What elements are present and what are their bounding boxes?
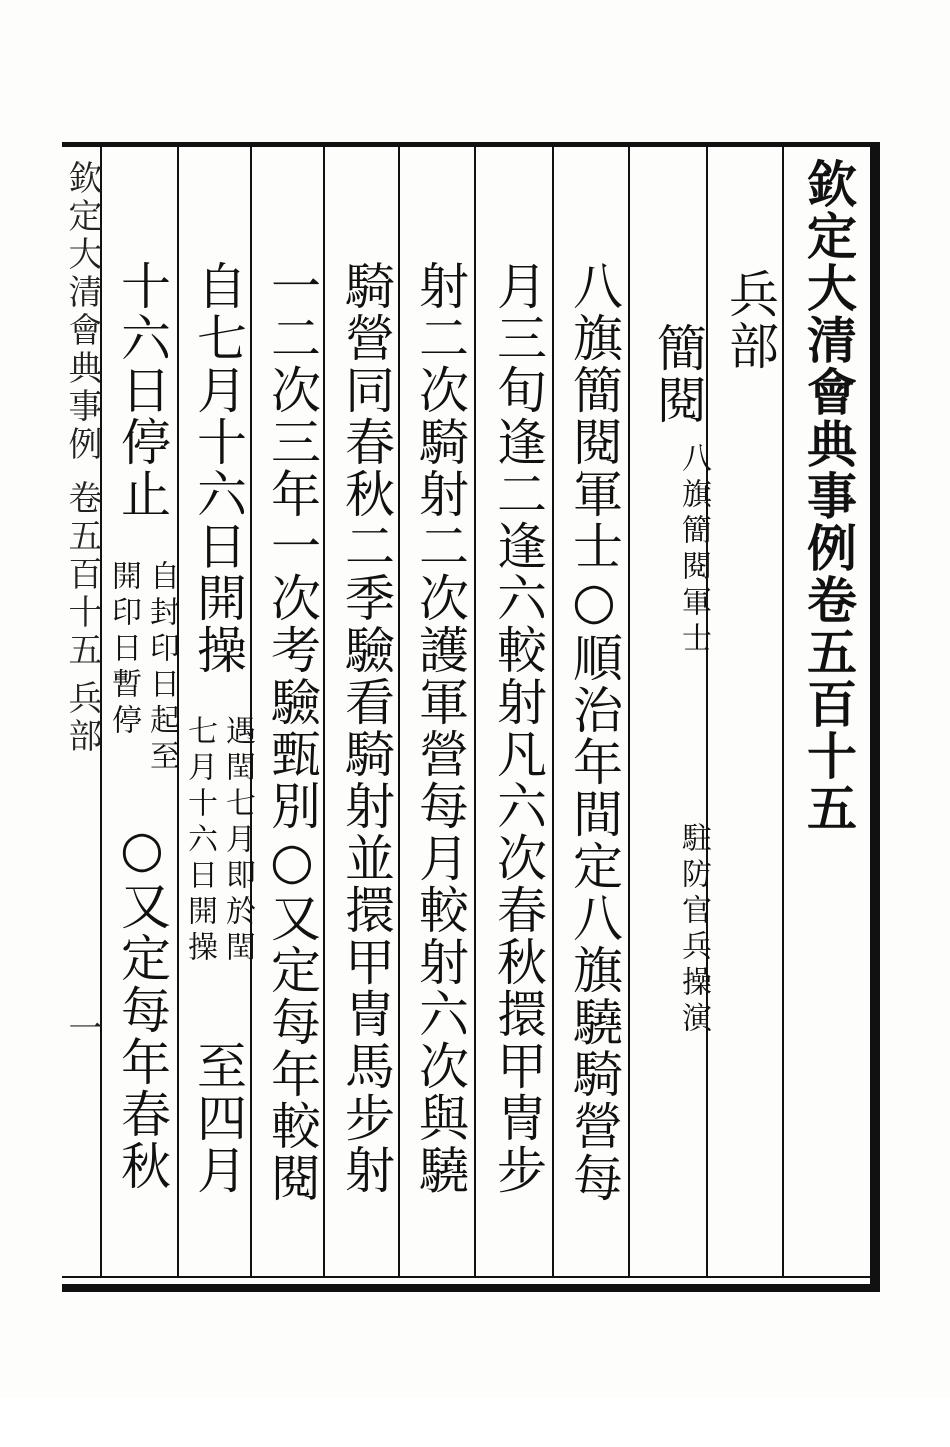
text-column-4 [328, 260, 404, 1385]
text-column-5 [254, 260, 330, 1385]
section-heading: 兵部 [721, 268, 779, 372]
text-column-3 [402, 260, 478, 1385]
text-column-1 [556, 260, 632, 1385]
margin-page-number: 一 [62, 1010, 102, 1048]
section-column [712, 268, 788, 1393]
column-6-tail: 至四月 [189, 1040, 247, 1196]
column-5-text: 一二次三年一次考驗甄別○又定每年較閱 [263, 260, 321, 1204]
column-7-tail: ○又定每年春秋 [113, 820, 171, 1192]
text-column-6 [180, 260, 256, 1385]
column-3-text: 射二次騎射二次護軍營每月較射六次與驍 [411, 260, 469, 1196]
top-border [62, 142, 880, 147]
column-2-text: 月三旬逢二逢六較射凡六次春秋擐甲冑步 [489, 260, 547, 1196]
column-6-note-left: 七月十六日開操 [182, 715, 217, 967]
title-column [790, 158, 866, 1283]
subheading-note-left: 駐防官兵操演 [676, 822, 711, 1038]
margin-section: 兵部 [62, 680, 102, 756]
column-7-note-left: 開印日暫停 [106, 560, 141, 740]
subheading-column [636, 322, 712, 1447]
subheading: 簡閱 [649, 322, 707, 426]
subheading-note-right: 八旗簡閱軍士 [676, 442, 711, 658]
right-border [870, 142, 880, 1290]
column-6-note-right: 遇閏七月即於閏 [220, 715, 255, 967]
text-column-2 [480, 260, 556, 1385]
margin-volume: 卷五百十五 [62, 480, 102, 670]
margin-book-title: 欽定大清會典事例 [62, 160, 102, 464]
page-margin [62, 150, 102, 1275]
column-7-note-right: 自封印日起至 [144, 560, 179, 776]
column-4-text: 騎營同春秋二季驗看騎射並擐甲冑馬步射 [337, 260, 395, 1196]
chapter-title: 欽定大清會典事例卷五百十五 [799, 158, 858, 834]
column-1-note: ○順治年間定八旗驍騎營每 [565, 572, 623, 1204]
column-7-main: 十六日停止 [113, 260, 171, 520]
text-column-7 [104, 260, 180, 1385]
column-6-main: 自七月十六日開操 [189, 260, 247, 676]
column-1-main: 八旗簡閱軍士 [565, 260, 623, 572]
